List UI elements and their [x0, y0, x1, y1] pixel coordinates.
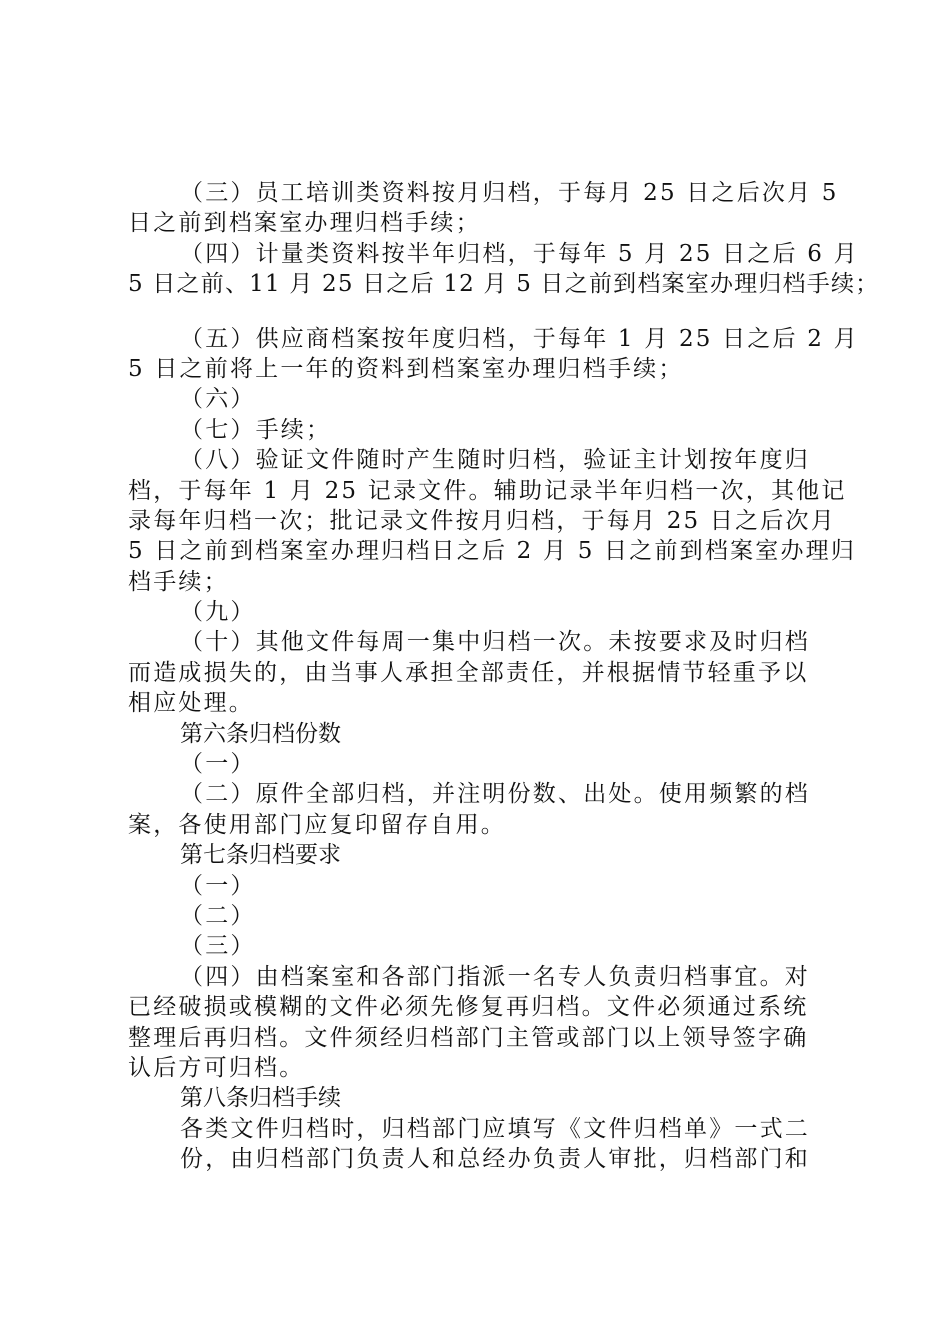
- paragraph-line: （七）手续；: [180, 416, 332, 443]
- paragraph-line: （一）: [180, 872, 256, 899]
- paragraph-line: 已经破损或模糊的文件必须先修复再归档。文件必须通过系统: [128, 994, 809, 1021]
- paragraph-line: 份，由归档部门负责人和总经办负责人审批，归档部门和: [180, 1146, 810, 1173]
- paragraph-line: 5 日之前将上一年的资料到档案室办理归档手续；: [128, 355, 684, 382]
- paragraph-line: （五）供应商档案按年度归档，于每年 1 月 25 日之后 2 月: [180, 325, 859, 352]
- paragraph-line: 5 日之前到档案室办理归档日之后 2 月 5 日之前到档案室办理归: [128, 538, 857, 565]
- paragraph-line: （十）其他文件每周一集中归档一次。未按要求及时归档: [180, 629, 810, 656]
- article-heading: 第七条归档要求: [180, 842, 341, 869]
- paragraph-line: （一）: [180, 751, 256, 778]
- paragraph-line: （四）由档案室和各部门指派一名专人负责归档事宜。对: [180, 963, 810, 990]
- paragraph-line: （八）验证文件随时产生随时归档，验证主计划按年度归: [180, 447, 810, 474]
- paragraph-line: 案，各使用部门应复印留存自用。: [128, 811, 506, 838]
- paragraph-line: （二）原件全部归档，并注明份数、出处。使用频繁的档: [180, 781, 810, 808]
- paragraph-line: 认后方可归档。: [128, 1054, 305, 1081]
- paragraph-line: （三）员工培训类资料按月归档，于每月 25 日之后次月 5: [180, 180, 839, 206]
- paragraph-line: （二）: [180, 902, 256, 929]
- paragraph-line: 档，于每年 1 月 25 记录文件。辅助记录半年归档一次，其他记: [128, 477, 847, 504]
- paragraph-line: 日之前到档案室办理归档手续；: [128, 210, 481, 237]
- paragraph-line: 录每年归档一次；批记录文件按月归档，于每月 25 日之后次月: [128, 507, 836, 534]
- paragraph-line: 整理后再归档。文件须经归档部门主管或部门以上领导签字确: [128, 1024, 809, 1051]
- paragraph-line: 而造成损失的，由当事人承担全部责任，并根据情节轻重予以: [128, 659, 809, 686]
- paragraph-gap: [128, 300, 838, 324]
- paragraph-line: 5 日之前、11 月 25 日之后 12 月 5 日之前到档案室办理归档手续；: [128, 271, 880, 298]
- paragraph-line: （四）计量类资料按半年归档，于每年 5 月 25 日之后 6 月: [180, 240, 859, 267]
- paragraph-line: 各类文件归档时，归档部门应填写《文件归档单》一式二: [180, 1115, 810, 1142]
- paragraph-line: 档手续；: [128, 568, 229, 595]
- paragraph-line: 相应处理。: [128, 690, 254, 717]
- article-heading: 第六条归档份数: [180, 720, 341, 747]
- paragraph-line: （三）: [180, 933, 256, 960]
- document-body: [128, 178, 880, 1175]
- paragraph-line: （六）: [180, 386, 256, 413]
- article-heading: 第八条归档手续: [180, 1085, 341, 1112]
- paragraph-line: （九）: [180, 599, 256, 626]
